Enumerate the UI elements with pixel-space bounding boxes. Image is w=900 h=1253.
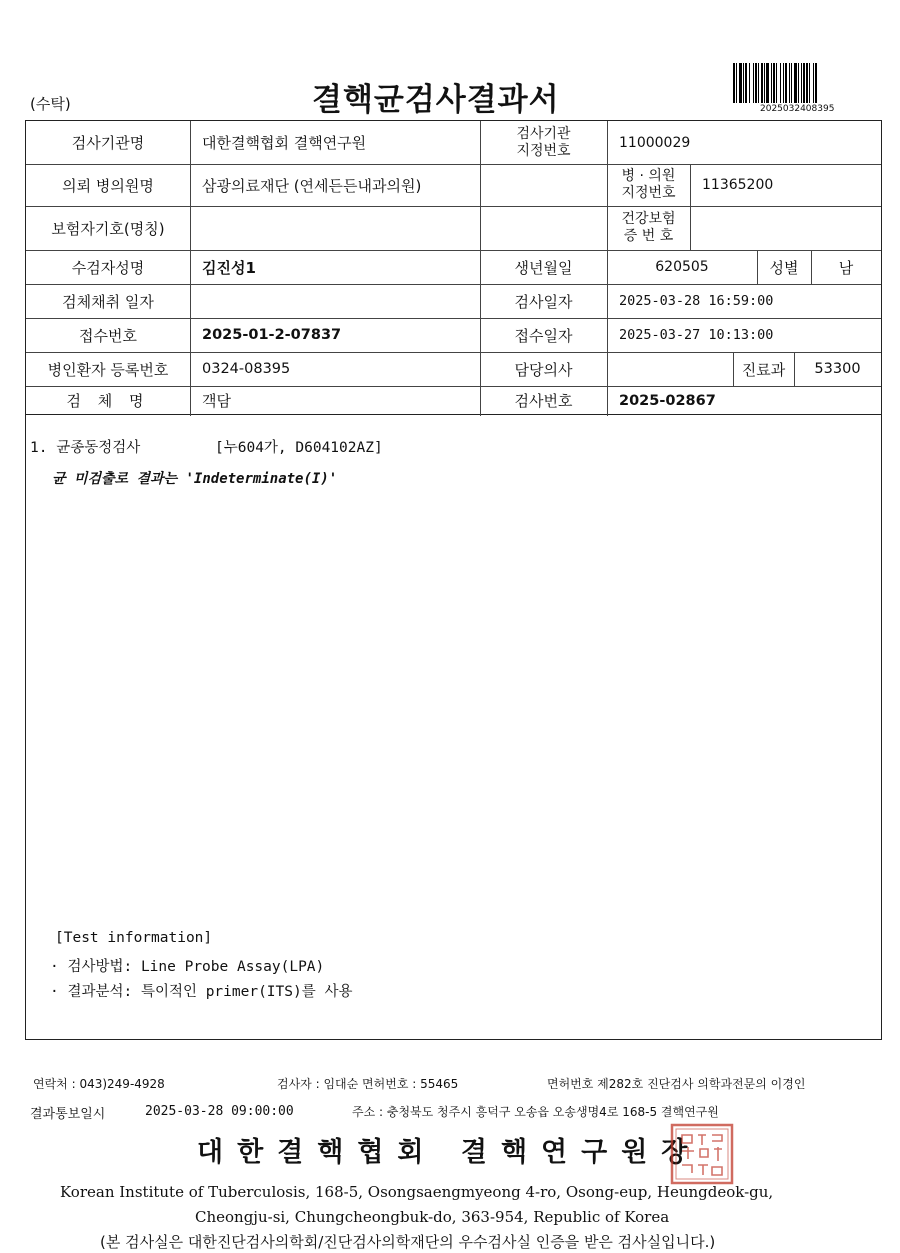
insurer-label: 보험자기호(명칭): [51, 219, 165, 238]
birth-date-label: 생년월일: [514, 258, 573, 277]
english-address-line2: Cheongju-si, Chungcheongbuk-do, 363-954, Republic of Korea: [195, 1208, 670, 1226]
test-number-label: 검사번호: [514, 392, 573, 410]
specimen-label: 검 체 명: [66, 392, 150, 410]
patient-name-value: 김진성1: [202, 258, 256, 277]
hosp-code-value: 11365200: [702, 177, 774, 193]
insurance-no-value: [702, 206, 872, 250]
test-number-value: 2025-02867: [619, 392, 716, 409]
registration-number-value: 0324-08395: [202, 361, 291, 377]
receipt-number-label: 접수번호: [79, 326, 137, 345]
insurer-value: [202, 206, 602, 250]
result-text: 균 미검출로 결과는 'Indeterminate(I)': [52, 471, 338, 487]
notice-label: 결과통보일시: [30, 1107, 106, 1122]
contact-info: 연락처 : 043)249-4928: [33, 1077, 165, 1091]
hosp-code-label: [607, 164, 690, 206]
sex-label: 성별: [769, 258, 799, 277]
test-method-line: · 검사방법: Line Probe Assay(LPA): [50, 959, 325, 975]
barcode-icon: [733, 63, 861, 103]
inst-code-label-line2: 지정번호: [516, 142, 571, 159]
requesting-clinic-value: 삼광의료재단 (연세든든내과의원): [202, 176, 422, 195]
department-label: 진료과: [741, 360, 786, 379]
official-seal-icon: [670, 1123, 734, 1185]
hosp-code-label-line1: 병 · 의원: [621, 168, 676, 184]
inst-code-label-line1: 검사기관: [516, 125, 571, 142]
sex-value: 남: [838, 258, 854, 277]
department-value: 53300: [814, 361, 861, 377]
insurance-no-label-line2: 증 번 호: [623, 228, 674, 244]
test-info-title: [Test information]: [55, 930, 213, 946]
result-item-code: [누604가, D604102AZ]: [215, 440, 383, 456]
insurance-no-label: [607, 206, 690, 250]
birth-date-value: 620505: [655, 259, 709, 275]
collection-date-label: 검체채취 일자: [62, 292, 154, 311]
receipt-number-value: 2025-01-2-07837: [202, 327, 342, 343]
document-prefix: (수탁): [30, 95, 71, 113]
collection-date-value: [202, 284, 472, 318]
institution-value: 대한결핵협회 결핵연구원: [202, 134, 367, 152]
info-table: [25, 120, 882, 415]
doctor-value: [619, 352, 729, 386]
registration-number-label: 병인환자 등록번호: [47, 360, 169, 379]
inst-code-label: [480, 121, 607, 164]
requesting-clinic-label: 의뢰 병의원명: [62, 176, 154, 195]
institute-name: 대한결핵협회 결핵연구원장: [197, 1137, 702, 1168]
english-address-line1: Korean Institute of Tuberculosis, 168-5, Osongsaengmyeong 4-ro, Osong-eup, Heungdeok-gu,: [60, 1183, 774, 1201]
certification-note: (본 검사실은 대한진단검사의학회/진단검사의학재단의 우수검사실 인증을 받은 검사실입니다.): [100, 1233, 716, 1251]
receipt-date-label: 접수일자: [514, 326, 573, 345]
institution-label: 검사기관명: [71, 134, 145, 152]
hosp-code-label-line2: 지정번호: [621, 185, 676, 201]
test-date-value: 2025-03-28 16:59:00: [619, 293, 774, 309]
barcode-number: 2025032408395: [760, 104, 835, 114]
result-analysis-line: · 결과분석: 특이적인 primer(ITS)를 사용: [50, 984, 353, 1000]
specimen-value: 객담: [202, 392, 231, 410]
result-item-title: 1. 균종동정검사: [30, 440, 141, 456]
receipt-date-value: 2025-03-27 10:13:00: [619, 327, 774, 343]
patient-name-label: 수검자성명: [71, 258, 145, 277]
document-title: 결핵균검사결과서: [312, 82, 560, 118]
specialist-info: 면허번호 제282호 진단검사 의학과전문의 이경인: [547, 1077, 806, 1091]
doctor-label: 담당의사: [514, 360, 573, 379]
insurance-no-label-line1: 건강보험: [621, 211, 676, 227]
inst-code-value: 11000029: [619, 134, 691, 151]
tester-info: 검사자 : 임대순 면허번호 : 55465: [277, 1077, 459, 1091]
address-info: 주소 : 충청북도 청주시 흥덕구 오송읍 오송생명4로 168-5 결핵연구원: [352, 1105, 719, 1119]
test-date-label: 검사일자: [514, 292, 573, 311]
notice-datetime: 2025-03-28 09:00:00: [145, 1104, 294, 1119]
result-section: [25, 414, 882, 1040]
